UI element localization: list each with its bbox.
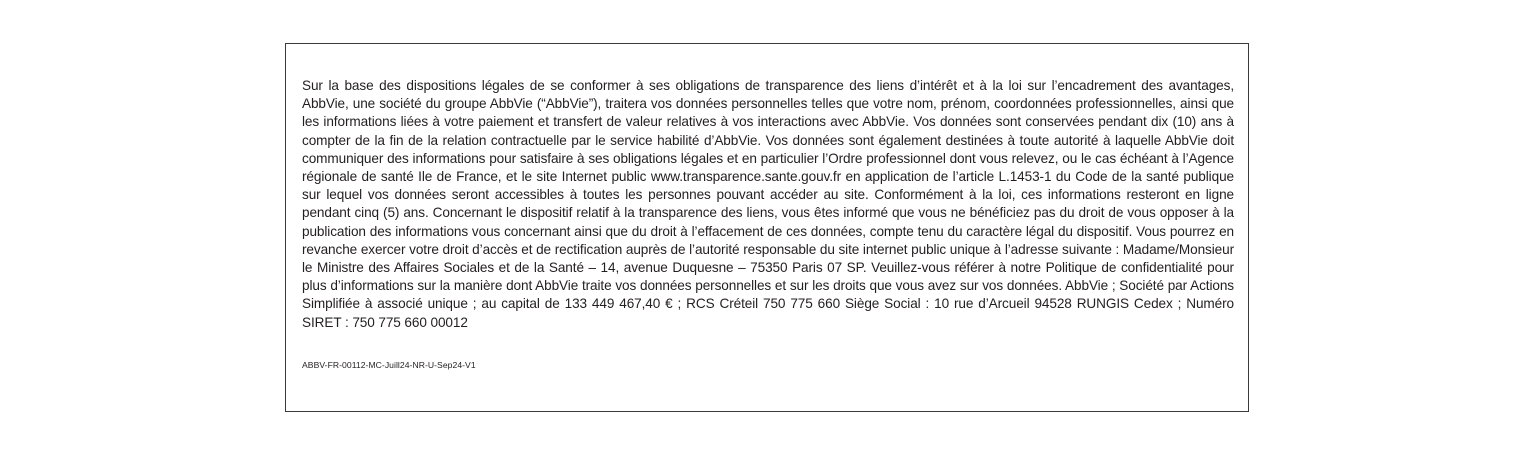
legal-notice-text: Sur la base des dispositions légales de se conformer à ses obligations de transparence des liens d’intérêt et à la loi sur l’encadrement des avantages, AbbVie, une société du groupe AbbVie (“AbbVie”), traitera vos données personnelles telles que votre nom, prénom, coordonnées professionnelles, ainsi que les informations liées à votre paiement et transfert de valeur relatives à vos interactions avec AbbVie. Vos données sont conservées pendant dix (10) ans à compter de la fin de la relation contractuelle par le service habilité d’AbbVie. Vos données sont également destinées à toute autorité à laquelle AbbVie doit communiquer des informations pour satisfaire à ses obligations légales et en particulier l’Ordre professionnel dont vous relevez, ou le cas échéant à l’Agence régionale de santé Ile de France, et le site Internet public www.transparence.sante.gouv.fr en application de l’article L.1453-1 du Code de la santé publique sur lequel vos données seront accessibles à toutes les personnes pouvant accéder au site. Conformément à la loi, ces informations resteront en ligne pendant cinq (5) ans. Concernant le dispositif relatif à la transparence des liens, vous êtes informé que vous ne bénéficiez pas du droit de vous opposer à la publication des informations vous concernant ainsi que du droit à l’effacement de ces données, compte tenu du caractère légal du dispositif. Vous pourrez en revanche exercer votre droit d’accès et de rectification auprès de l’autorité responsable du site internet public unique à l’adresse suivante : Madame/Monsieur le Ministre des Affaires Sociales et de la Santé – 14, avenue Duquesne – 75350 Paris 07 SP. Veuillez-vous référer à notre Politique de confidentialité pour plus d’informations sur la manière dont AbbVie traite vos données personnelles et sur les droits que vous avez sur vos données. AbbVie ; Société par Actions Simplifiée à associé unique ; au capital de 133 449 467,40 € ; RCS Créteil 750 775 660 Siège Social : 10 rue d’Arcueil 94528 RUNGIS Cedex ; Numéro SIRET : 750 775 660 00012 (302, 78, 1234, 330)
legal-notice-box (285, 43, 1249, 412)
document-reference-code: ABBV-FR-00112-MC-Juill24-NR-U-Sep24-V1 (302, 360, 476, 370)
